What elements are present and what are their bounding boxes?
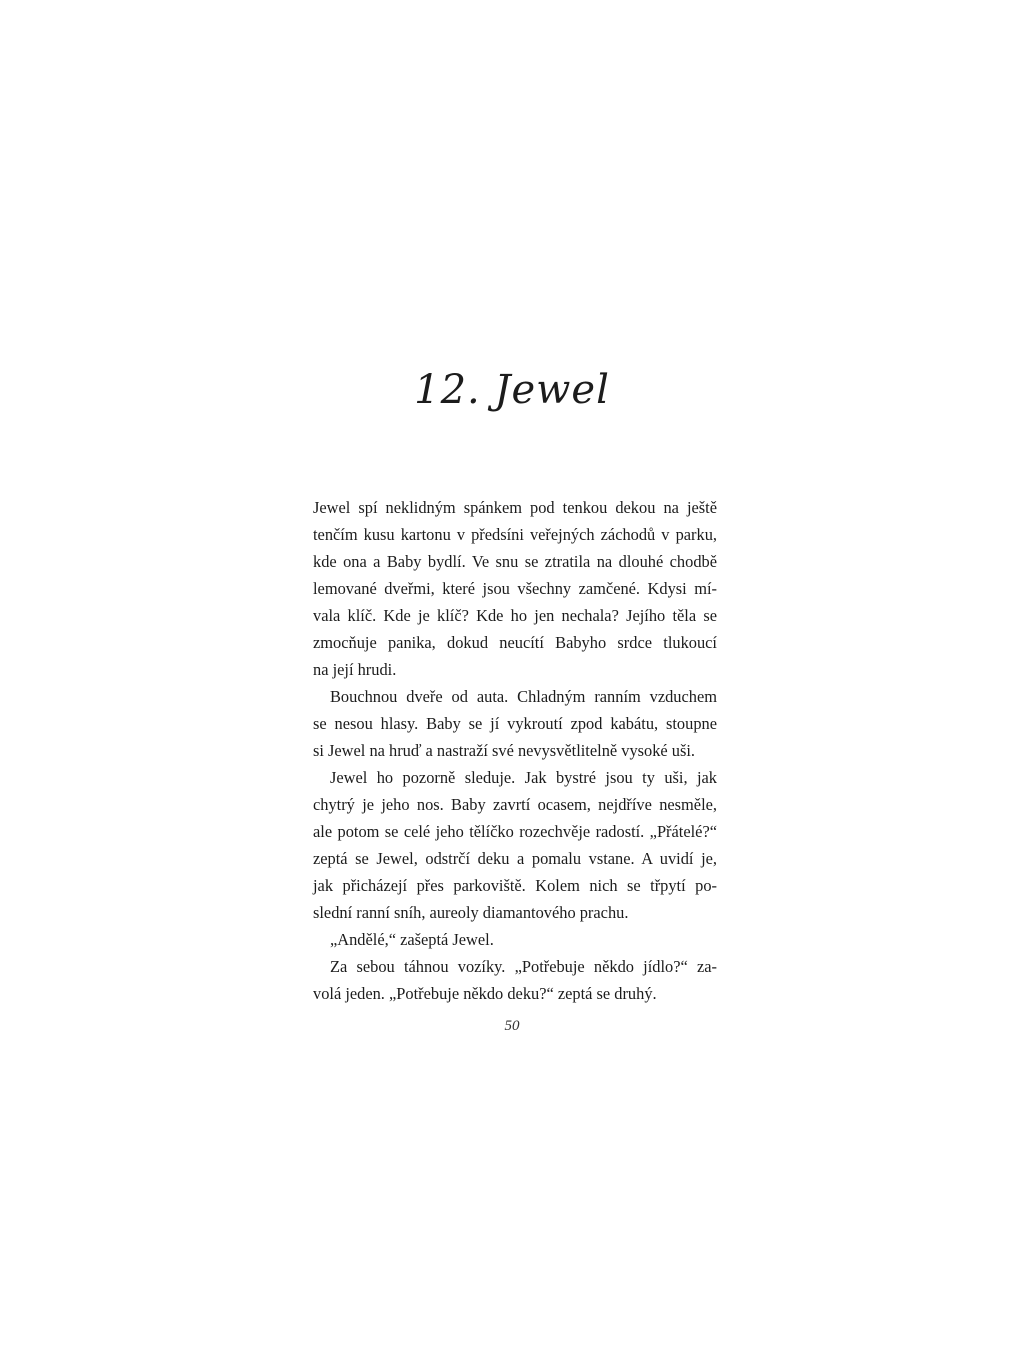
text-line: Bouchnou dveře od auta. Chladným ranním vzduchem (330, 687, 717, 706)
text-line: zeptá se Jewel, odstrčí deku a pomalu vstane. A uvidí je, (313, 849, 717, 868)
text-line: se nesou hlasy. Baby se jí vykroutí zpod kabátu, stoupne (313, 714, 717, 733)
text-line: ale potom se celé jeho tělíčko rozechvěje radostí. „Přátelé?“ (313, 822, 717, 841)
text-line: vala klíč. Kde je klíč? Kde ho jen nechala? Jejího těla se (313, 606, 717, 625)
text-line: kde ona a Baby bydlí. Ve snu se ztratila na dlouhé chodbě (313, 552, 717, 571)
paragraph (313, 764, 717, 926)
paragraph (313, 926, 717, 953)
paragraph (313, 953, 717, 1007)
page-number: 50 (504, 1018, 520, 1034)
text-line: na její hrudi. (313, 660, 397, 679)
text-line: slední ranní sníh, aureoly diamantového prachu. (313, 903, 629, 922)
text-line: Jewel ho pozorně sleduje. Jak bystré jsou ty uši, jak (330, 768, 717, 787)
text-line: Jewel spí neklidným spánkem pod tenkou dekou na ještě (313, 498, 717, 517)
text-line: lemované dveřmi, které jsou všechny zamčené. Kdysi mí- (313, 579, 717, 598)
text-line: „Andělé,“ zašeptá Jewel. (330, 930, 494, 949)
text-line: zmocňuje panika, dokud neucítí Babyho srdce tlukoucí (313, 633, 717, 652)
text-line: chytrý je jeho nos. Baby zavrtí ocasem, nejdříve nesměle, (313, 795, 717, 814)
chapter-title: 12. Jewel (414, 367, 610, 413)
text-line: volá jeden. „Potřebuje někdo deku?“ zeptá se druhý. (313, 984, 657, 1003)
chapter-body (313, 494, 717, 1007)
text-line: tenčím kusu kartonu v předsíni veřejných záchodů v parku, (313, 525, 717, 544)
text-line: Za sebou táhnou vozíky. „Potřebuje někdo jídlo?“ za- (330, 957, 717, 976)
text-line: si Jewel na hruď a nastraží své nevysvětlitelně vysoké uši. (313, 741, 696, 760)
text-line: jak přicházejí přes parkoviště. Kolem nich se třpytí po- (313, 876, 717, 895)
paragraph (313, 683, 717, 764)
paragraph (313, 494, 717, 683)
